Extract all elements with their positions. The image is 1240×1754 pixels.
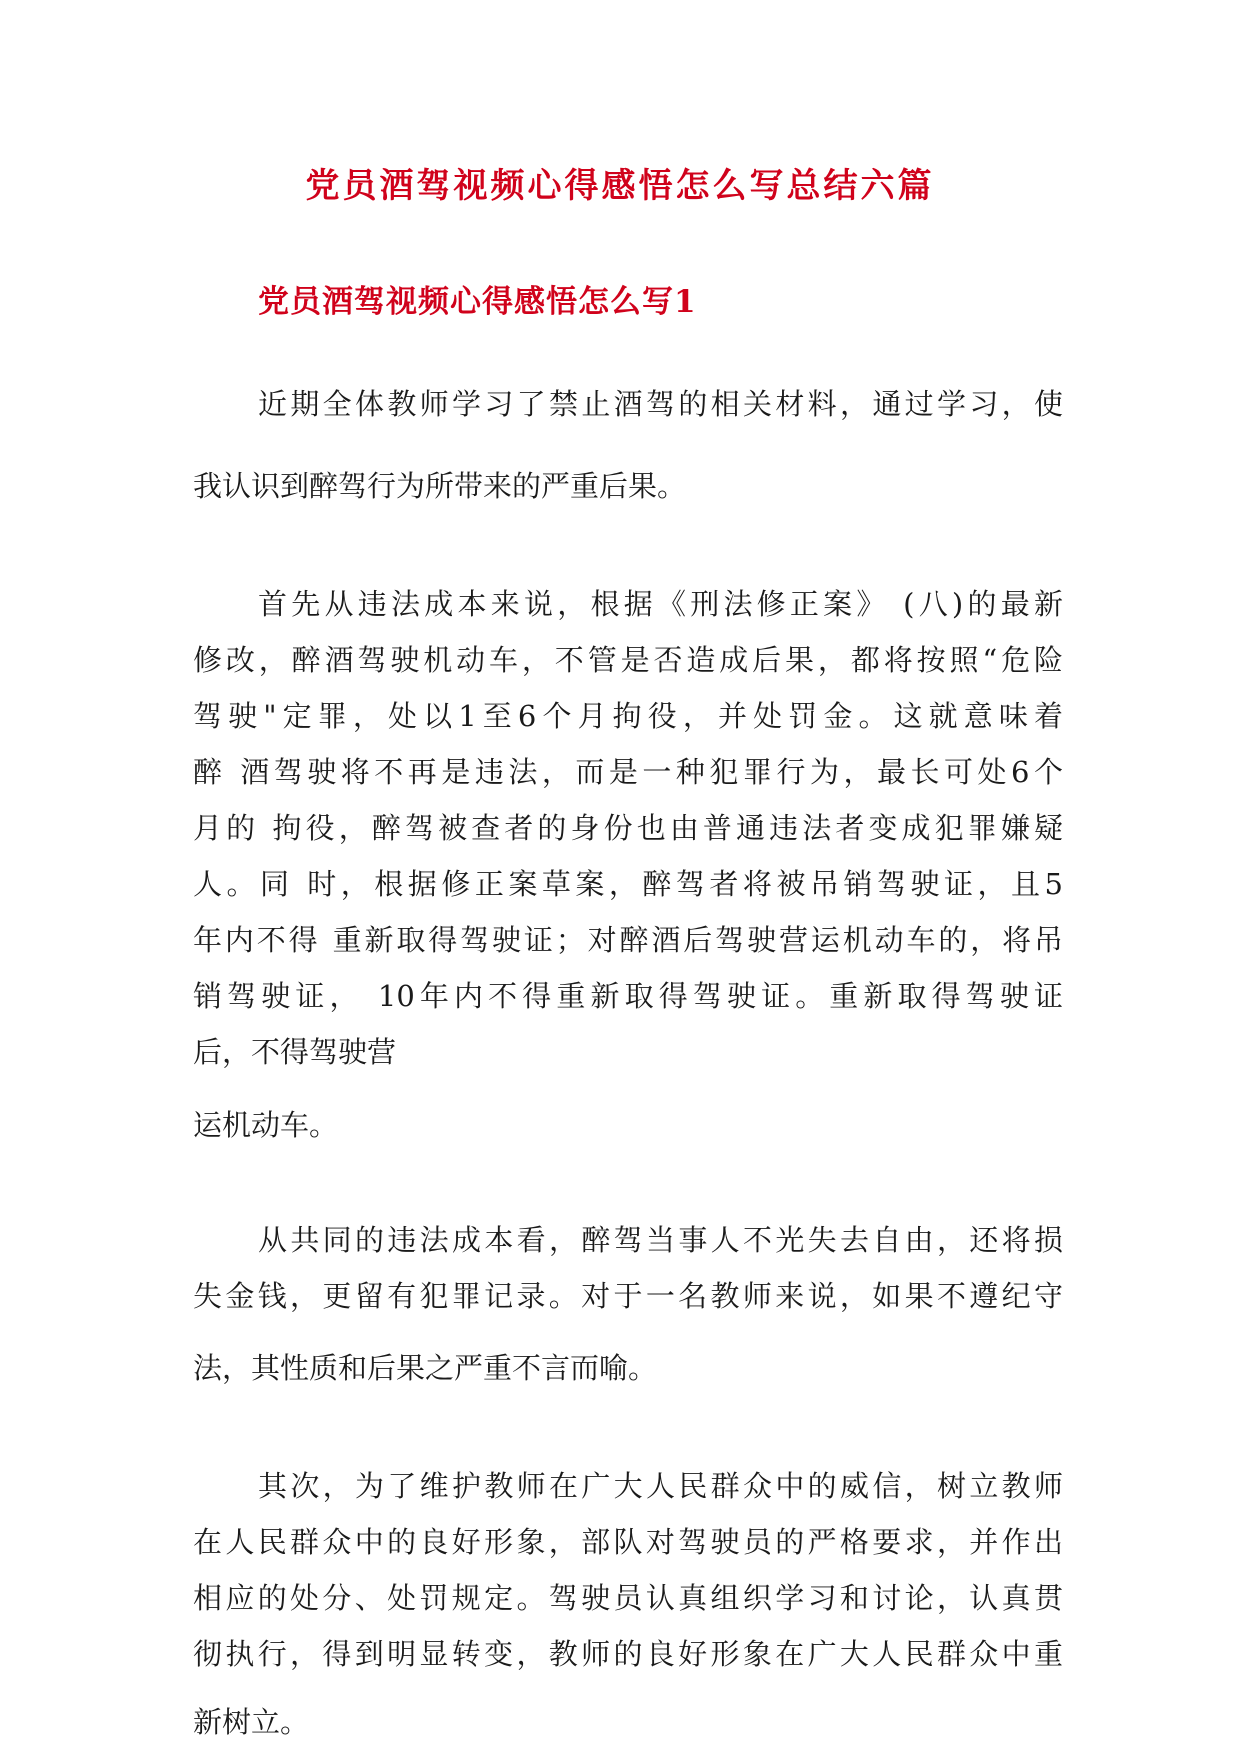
paragraph-line: 醉 酒驾驶将不再是违法，而是一种犯罪行为，最长可处6个 [193,755,1063,789]
paragraph-line: 修改，醉酒驾驶机动车，不管是否造成后果，都将按照“危险 [193,643,1063,677]
paragraph-line: 从共同的违法成本看，醉驾当事人不光失去自由，还将损 [258,1223,1063,1257]
paragraph-line: 近期全体教师学习了禁止酒驾的相关材料，通过学习，使 [258,387,1063,421]
paragraph-line: 销驾驶证， 10年内不得重新取得驾驶证。重新取得驾驶证 [193,979,1063,1013]
paragraph-line: 年内不得 重新取得驾驶证；对醉酒后驾驶营运机动车的，将吊 [193,923,1063,957]
paragraph-line: 在人民群众中的良好形象，部队对驾驶员的严格要求，并作出 [193,1525,1063,1559]
paragraph-line: 新树立。 [193,1705,310,1739]
section-heading: 党员酒驾视频心得感悟怎么写1 [258,284,697,320]
paragraph-line: 后，不得驾驶营 [193,1035,397,1069]
paragraph-line: 其次，为了维护教师在广大人民群众中的威信，树立教师 [258,1469,1063,1503]
paragraph-line: 我认识到醉驾行为所带来的严重后果。 [193,469,687,503]
paragraph-line: 失金钱，更留有犯罪记录。对于一名教师来说，如果不遵纪守 [193,1279,1063,1313]
document-title: 党员酒驾视频心得感悟怎么写总结六篇 [305,166,935,206]
paragraph-line: 运机动车。 [193,1108,339,1142]
paragraph-line: 首先从违法成本来说，根据《刑法修正案》 (八)的最新 [258,587,1063,621]
paragraph-line: 法，其性质和后果之严重不言而喻。 [193,1351,658,1385]
paragraph-line: 人。同 时，根据修正案草案，醉驾者将被吊销驾驶证，且5 [193,867,1063,901]
paragraph-line: 月的 拘役，醉驾被查者的身份也由普通违法者变成犯罪嫌疑 [193,811,1063,845]
paragraph-line: 驾驶"定罪，处以1至6个月拘役，并处罚金。这就意味着 [193,699,1063,733]
paragraph-line: 彻执行，得到明显转变，教师的良好形象在广大人民群众中重 [193,1637,1063,1671]
paragraph-line: 相应的处分、处罚规定。驾驶员认真组织学习和讨论，认真贯 [193,1581,1063,1615]
